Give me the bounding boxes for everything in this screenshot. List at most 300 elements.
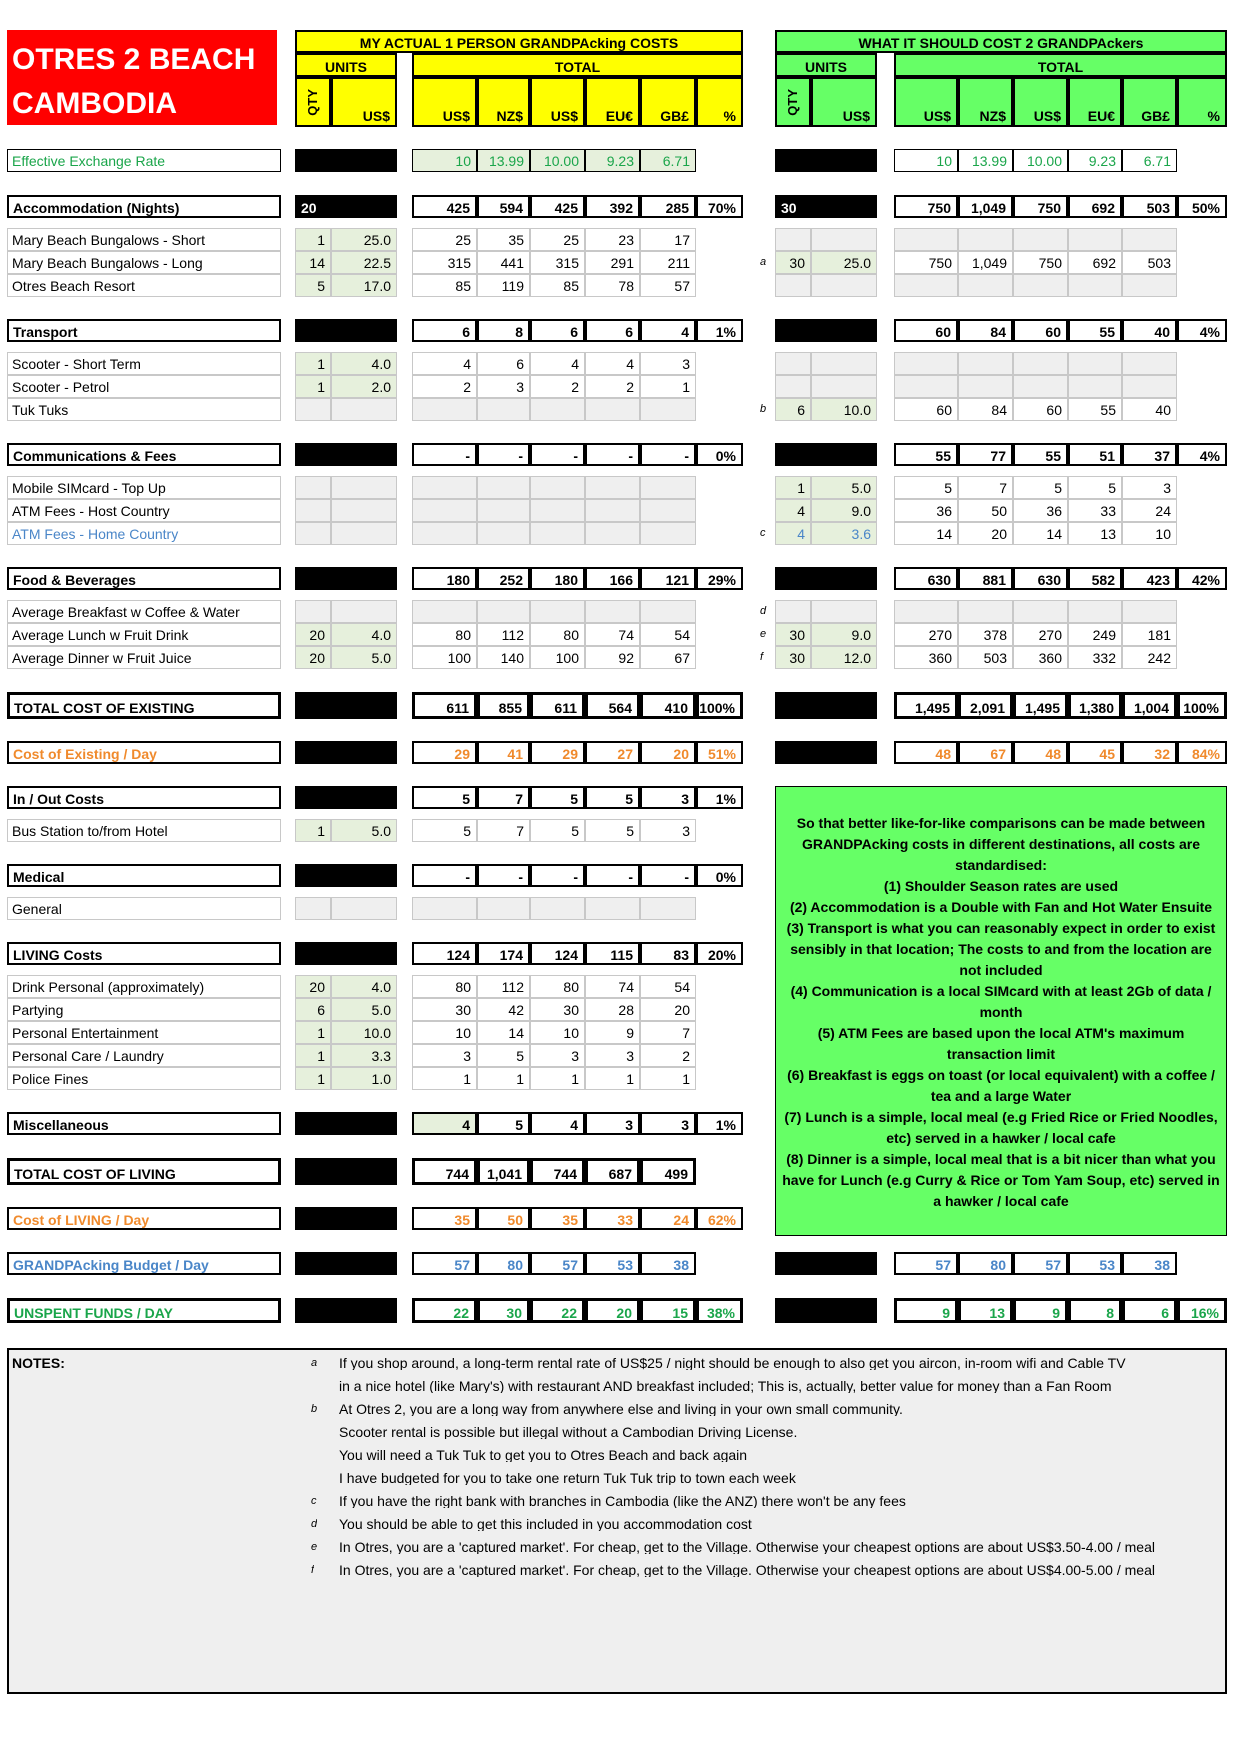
row-qty-actual-mary_short: 1 bbox=[295, 228, 331, 251]
row-qty-actual-scooter_petrol: 1 bbox=[295, 375, 331, 398]
row-total-should-tuk: 55 bbox=[1068, 398, 1122, 421]
exchange-should: 10.00 bbox=[1013, 149, 1068, 172]
section-total-actual-medical: - bbox=[530, 864, 585, 887]
row-label-scooter_petrol: Scooter - Petrol bbox=[7, 375, 281, 398]
section-total-actual-comms: - bbox=[530, 443, 585, 466]
section-total-actual-accommodation: 425 bbox=[412, 195, 477, 218]
row-total-actual-mary_long: 211 bbox=[640, 251, 696, 274]
row-qty-actual-scooter_short: 1 bbox=[295, 352, 331, 375]
row-us-actual-atm_host bbox=[331, 499, 397, 522]
row-qty-should-mary_long: 30 bbox=[775, 251, 811, 274]
row-label-care: Personal Care / Laundry bbox=[7, 1044, 281, 1067]
section-total-should-accommodation: 50% bbox=[1177, 195, 1227, 218]
section-units-actual-living_day bbox=[295, 1207, 397, 1230]
notes-line: If you shop around, a long-term rental rate of US$25 / night should be enough to also get you aircon, in-room wifi and Cable TV bbox=[339, 1356, 1126, 1370]
row-qty-actual-partying: 6 bbox=[295, 998, 331, 1021]
should-col-header: GB£ bbox=[1122, 77, 1177, 127]
section-total-actual-food: 252 bbox=[477, 567, 530, 590]
row-total-actual-breakfast bbox=[530, 600, 585, 623]
section-label-existing_day: Cost of Existing / Day bbox=[7, 741, 281, 764]
should-col-header: EU€ bbox=[1068, 77, 1122, 127]
row-total-actual-drink: 74 bbox=[585, 975, 640, 998]
row-total-should-mary_short bbox=[1122, 228, 1177, 251]
info-item-8: (8) Dinner is a simple, local meal that is a bit nicer than what you have for Lunch (e.g Curry & Rice or Tom Yam Soup, etc) served in a hawker / local cafe bbox=[782, 1151, 1220, 1209]
row-label-dinner: Average Dinner w Fruit Juice bbox=[7, 646, 281, 669]
row-total-should-dinner: 503 bbox=[958, 646, 1013, 669]
row-total-actual-atm_home bbox=[477, 522, 530, 545]
row-total-should-lunch: 270 bbox=[894, 623, 958, 646]
row-qty-actual-lunch: 20 bbox=[295, 623, 331, 646]
row-qty-should-scooter_petrol bbox=[775, 375, 811, 398]
section-units-should-food bbox=[775, 567, 877, 590]
exchange-actual: 13.99 bbox=[477, 149, 530, 172]
section-total-actual-budget_day: 38 bbox=[640, 1252, 696, 1275]
row-total-should-mary_long: 750 bbox=[1013, 251, 1068, 274]
row-total-actual-scooter_short: 6 bbox=[477, 352, 530, 375]
row-total-actual-simcard bbox=[530, 476, 585, 499]
section-label-misc: Miscellaneous bbox=[7, 1112, 281, 1135]
row-us-should-simcard: 5.0 bbox=[811, 476, 877, 499]
row-total-actual-scooter_short: 3 bbox=[640, 352, 696, 375]
section-units-actual-total_existing bbox=[295, 692, 397, 719]
section-total-actual-unspent: 30 bbox=[477, 1298, 530, 1323]
section-total-should-total_existing: 2,091 bbox=[958, 692, 1013, 719]
row-note-letter-tuk: b bbox=[760, 404, 767, 415]
row-total-should-tuk: 40 bbox=[1122, 398, 1177, 421]
section-total-actual-accommodation: 594 bbox=[477, 195, 530, 218]
row-qty-should-breakfast bbox=[775, 600, 811, 623]
row-us-actual-scooter_petrol: 2.0 bbox=[331, 375, 397, 398]
section-total-should-food: 42% bbox=[1177, 567, 1227, 590]
row-total-actual-scooter_petrol: 2 bbox=[412, 375, 477, 398]
row-total-should-tuk: 60 bbox=[1013, 398, 1068, 421]
should-col-header: NZ$ bbox=[958, 77, 1013, 127]
section-total-should-food: 630 bbox=[894, 567, 958, 590]
actual-col-header: EU€ bbox=[585, 77, 640, 127]
row-qty-should-otres_resort bbox=[775, 274, 811, 297]
section-total-should-transport: 4% bbox=[1177, 319, 1227, 342]
section-total-actual-inout: 1% bbox=[696, 786, 743, 809]
row-total-should-lunch: 270 bbox=[1013, 623, 1068, 646]
row-total-should-mary_short bbox=[894, 228, 958, 251]
section-total-actual-total_living: 744 bbox=[412, 1158, 477, 1185]
row-total-actual-scooter_petrol: 3 bbox=[477, 375, 530, 398]
row-label-lunch: Average Lunch w Fruit Drink bbox=[7, 623, 281, 646]
row-total-should-atm_home: 14 bbox=[1013, 522, 1068, 545]
should-col-header: US$ bbox=[1013, 77, 1068, 127]
should-header-title: WHAT IT SHOULD COST 2 GRANDPAckers bbox=[775, 30, 1227, 53]
exchange-actual: 9.23 bbox=[585, 149, 640, 172]
row-total-actual-mary_short: 25 bbox=[412, 228, 477, 251]
section-total-should-unspent: 9 bbox=[894, 1298, 958, 1323]
row-total-actual-police: 1 bbox=[585, 1067, 640, 1090]
row-total-should-atm_host: 33 bbox=[1068, 499, 1122, 522]
row-qty-actual-general bbox=[295, 897, 331, 920]
row-qty-should-atm_home: 4 bbox=[775, 522, 811, 545]
row-total-actual-bus: 5 bbox=[585, 819, 640, 842]
row-qty-actual-bus: 1 bbox=[295, 819, 331, 842]
row-total-should-otres_resort bbox=[1122, 274, 1177, 297]
section-total-should-budget_day: 80 bbox=[958, 1252, 1013, 1275]
row-us-actual-lunch: 4.0 bbox=[331, 623, 397, 646]
section-total-actual-total_living: 499 bbox=[640, 1158, 696, 1185]
row-total-actual-bus: 5 bbox=[412, 819, 477, 842]
row-note-letter-mary_long: a bbox=[760, 257, 767, 268]
row-total-actual-breakfast bbox=[412, 600, 477, 623]
row-total-actual-atm_host bbox=[585, 499, 640, 522]
exchange-units-actual bbox=[295, 149, 397, 172]
row-qty-actual-mary_long: 14 bbox=[295, 251, 331, 274]
exchange-should: 6.71 bbox=[1122, 149, 1177, 172]
row-total-actual-scooter_short: 4 bbox=[585, 352, 640, 375]
row-total-should-dinner: 242 bbox=[1122, 646, 1177, 669]
row-label-entertainment: Personal Entertainment bbox=[7, 1021, 281, 1044]
row-total-actual-lunch: 112 bbox=[477, 623, 530, 646]
row-us-actual-tuk bbox=[331, 398, 397, 421]
row-total-actual-otres_resort: 85 bbox=[530, 274, 585, 297]
section-label-accommodation: Accommodation (Nights) bbox=[7, 195, 281, 218]
row-us-should-dinner: 12.0 bbox=[811, 646, 877, 669]
section-total-actual-living_day: 35 bbox=[412, 1207, 477, 1230]
section-total-should-budget_day: 57 bbox=[894, 1252, 958, 1275]
row-total-should-scooter_short bbox=[894, 352, 958, 375]
row-total-should-atm_host: 36 bbox=[1013, 499, 1068, 522]
row-qty-actual-simcard bbox=[295, 476, 331, 499]
row-total-should-mary_long: 1,049 bbox=[958, 251, 1013, 274]
section-total-should-transport: 40 bbox=[1122, 319, 1177, 342]
section-units-should-total_existing bbox=[775, 692, 877, 719]
section-total-actual-comms: - bbox=[412, 443, 477, 466]
row-total-actual-drink: 80 bbox=[530, 975, 585, 998]
row-total-should-scooter_short bbox=[1068, 352, 1122, 375]
row-us-actual-mary_short: 25.0 bbox=[331, 228, 397, 251]
exchange-should: 9.23 bbox=[1068, 149, 1122, 172]
should-qty-header bbox=[775, 77, 811, 127]
section-total-should-comms: 77 bbox=[958, 443, 1013, 466]
row-total-actual-atm_home bbox=[585, 522, 640, 545]
notes-line: In Otres, you are a 'captured market'. For cheap, get to the Village. Otherwise your cheapest options are about US$4.00-5.00 / meal bbox=[339, 1563, 1155, 1577]
info-item-5: (5) ATM Fees are based upon the local ATM's maximum transaction limit bbox=[817, 1025, 1185, 1062]
row-us-should-otres_resort bbox=[811, 274, 877, 297]
section-total-should-comms: 37 bbox=[1122, 443, 1177, 466]
row-total-should-mary_long: 503 bbox=[1122, 251, 1177, 274]
section-units-actual-total_living bbox=[295, 1158, 397, 1185]
actual-us-header: US$ bbox=[331, 77, 397, 127]
section-total-actual-living_day: 62% bbox=[696, 1207, 743, 1230]
row-total-actual-simcard bbox=[640, 476, 696, 499]
section-units-actual-comms bbox=[295, 443, 397, 466]
row-note-letter-lunch: e bbox=[760, 629, 767, 640]
row-label-mary_short: Mary Beach Bungalows - Short bbox=[7, 228, 281, 251]
actual-col-header: NZ$ bbox=[477, 77, 530, 127]
section-total-actual-budget_day: 53 bbox=[585, 1252, 640, 1275]
notes-label: NOTES: bbox=[12, 1355, 65, 1371]
row-us-actual-otres_resort: 17.0 bbox=[331, 274, 397, 297]
row-total-should-scooter_short bbox=[1122, 352, 1177, 375]
row-total-actual-atm_host bbox=[640, 499, 696, 522]
section-total-actual-existing_day: 41 bbox=[477, 741, 530, 764]
section-total-should-accommodation: 692 bbox=[1068, 195, 1122, 218]
section-total-should-comms: 55 bbox=[894, 443, 958, 466]
section-units-actual-misc bbox=[295, 1112, 397, 1135]
row-total-actual-scooter_short: 4 bbox=[530, 352, 585, 375]
row-us-should-mary_long: 25.0 bbox=[811, 251, 877, 274]
section-label-living_day: Cost of LIVING / Day bbox=[7, 1207, 281, 1230]
row-total-actual-breakfast bbox=[585, 600, 640, 623]
row-qty-actual-atm_home bbox=[295, 522, 331, 545]
section-total-actual-food: 121 bbox=[640, 567, 696, 590]
info-item-3: (3) Transport is what you can reasonably expect in order to exist sensibly in that location; The costs to and from the location are not included bbox=[786, 920, 1216, 978]
section-label-total_living: TOTAL COST OF LIVING bbox=[7, 1158, 281, 1185]
section-total-actual-accommodation: 285 bbox=[640, 195, 696, 218]
section-total-should-existing_day: 45 bbox=[1068, 741, 1122, 764]
row-us-actual-atm_home bbox=[331, 522, 397, 545]
section-units-actual-inout bbox=[295, 786, 397, 809]
row-total-actual-care: 3 bbox=[585, 1044, 640, 1067]
row-label-scooter_short: Scooter - Short Term bbox=[7, 352, 281, 375]
section-total-actual-misc: 3 bbox=[585, 1112, 640, 1135]
row-total-actual-mary_short: 17 bbox=[640, 228, 696, 251]
row-label-atm_home: ATM Fees - Home Country bbox=[7, 522, 281, 545]
row-us-actual-scooter_short: 4.0 bbox=[331, 352, 397, 375]
row-total-actual-bus: 7 bbox=[477, 819, 530, 842]
section-label-comms: Communications & Fees bbox=[7, 443, 281, 466]
row-total-actual-atm_host bbox=[412, 499, 477, 522]
section-total-actual-total_existing: 100% bbox=[696, 692, 743, 719]
exchange-actual: 10 bbox=[412, 149, 477, 172]
exchange-should: 13.99 bbox=[958, 149, 1013, 172]
section-total-should-comms: 55 bbox=[1013, 443, 1068, 466]
row-total-actual-partying: 42 bbox=[477, 998, 530, 1021]
row-total-actual-mary_long: 315 bbox=[412, 251, 477, 274]
row-total-should-atm_home: 13 bbox=[1068, 522, 1122, 545]
section-total-actual-total_existing: 855 bbox=[477, 692, 530, 719]
section-total-should-food: 582 bbox=[1068, 567, 1122, 590]
row-total-actual-lunch: 80 bbox=[412, 623, 477, 646]
section-total-actual-living: 124 bbox=[412, 942, 477, 965]
row-us-should-scooter_petrol bbox=[811, 375, 877, 398]
row-qty-should-mary_short bbox=[775, 228, 811, 251]
section-total-should-unspent: 16% bbox=[1177, 1298, 1227, 1323]
row-label-partying: Partying bbox=[7, 998, 281, 1021]
row-qty-actual-care: 1 bbox=[295, 1044, 331, 1067]
section-total-actual-living_day: 35 bbox=[530, 1207, 585, 1230]
section-total-should-accommodation: 1,049 bbox=[958, 195, 1013, 218]
row-us-should-breakfast bbox=[811, 600, 877, 623]
notes-line: If you have the right bank with branches in Cambodia (like the ANZ) there won't be any fees bbox=[339, 1494, 906, 1508]
section-total-actual-unspent: 22 bbox=[412, 1298, 477, 1323]
section-total-actual-total_living: 687 bbox=[585, 1158, 640, 1185]
section-total-actual-comms: - bbox=[585, 443, 640, 466]
actual-col-header: GB£ bbox=[640, 77, 696, 127]
row-total-should-otres_resort bbox=[894, 274, 958, 297]
row-total-should-breakfast bbox=[958, 600, 1013, 623]
row-total-actual-scooter_short: 4 bbox=[412, 352, 477, 375]
row-total-actual-mary_long: 291 bbox=[585, 251, 640, 274]
row-total-actual-partying: 28 bbox=[585, 998, 640, 1021]
section-total-actual-total_living: 744 bbox=[530, 1158, 585, 1185]
actual-units-label: UNITS bbox=[295, 53, 397, 77]
section-units-should-budget_day bbox=[775, 1252, 877, 1275]
row-total-actual-general bbox=[585, 897, 640, 920]
section-total-should-unspent: 13 bbox=[958, 1298, 1013, 1323]
section-total-actual-medical: - bbox=[585, 864, 640, 887]
section-total-actual-transport: 1% bbox=[696, 319, 743, 342]
row-label-otres_resort: Otres Beach Resort bbox=[7, 274, 281, 297]
section-total-should-unspent: 6 bbox=[1122, 1298, 1177, 1323]
section-label-medical: Medical bbox=[7, 864, 281, 887]
row-total-should-mary_long: 750 bbox=[894, 251, 958, 274]
section-total-actual-total_living: 1,041 bbox=[477, 1158, 530, 1185]
section-total-actual-unspent: 38% bbox=[696, 1298, 743, 1323]
row-total-actual-entertainment: 7 bbox=[640, 1021, 696, 1044]
row-total-should-scooter_short bbox=[1013, 352, 1068, 375]
row-label-bus: Bus Station to/from Hotel bbox=[7, 819, 281, 842]
row-total-actual-entertainment: 10 bbox=[412, 1021, 477, 1044]
row-label-mary_long: Mary Beach Bungalows - Long bbox=[7, 251, 281, 274]
exchange-should: 10 bbox=[894, 149, 958, 172]
row-qty-actual-otres_resort: 5 bbox=[295, 274, 331, 297]
row-total-should-atm_host: 24 bbox=[1122, 499, 1177, 522]
section-total-should-comms: 4% bbox=[1177, 443, 1227, 466]
info-intro: So that better like-for-like comparisons can be made between GRANDPAcking costs in different destinations, all costs are standardised: bbox=[796, 815, 1206, 873]
notes-line: Scooter rental is possible but illegal without a Cambodian Driving License. bbox=[339, 1425, 798, 1439]
section-total-actual-transport: 6 bbox=[530, 319, 585, 342]
row-us-actual-simcard bbox=[331, 476, 397, 499]
section-total-should-budget_day: 57 bbox=[1013, 1252, 1068, 1275]
section-units-actual-accommodation: 20 bbox=[295, 195, 397, 218]
row-qty-actual-entertainment: 1 bbox=[295, 1021, 331, 1044]
exchange-actual: 10.00 bbox=[530, 149, 585, 172]
section-total-should-food: 881 bbox=[958, 567, 1013, 590]
row-us-actual-entertainment: 10.0 bbox=[331, 1021, 397, 1044]
notes-line: I have budgeted for you to take one return Tuk Tuk trip to town each week bbox=[339, 1471, 796, 1485]
section-total-actual-budget_day: 57 bbox=[530, 1252, 585, 1275]
row-total-should-mary_short bbox=[1013, 228, 1068, 251]
row-label-general: General bbox=[7, 897, 281, 920]
section-total-actual-living: 115 bbox=[585, 942, 640, 965]
row-total-actual-otres_resort: 119 bbox=[477, 274, 530, 297]
section-total-should-accommodation: 750 bbox=[894, 195, 958, 218]
section-total-actual-total_existing: 564 bbox=[585, 692, 640, 719]
row-total-actual-bus: 5 bbox=[530, 819, 585, 842]
row-total-should-scooter_petrol bbox=[894, 375, 958, 398]
row-note-letter-dinner: f bbox=[760, 652, 764, 663]
section-total-actual-misc: 4 bbox=[530, 1112, 585, 1135]
row-total-should-breakfast bbox=[1122, 600, 1177, 623]
row-qty-should-dinner: 30 bbox=[775, 646, 811, 669]
row-total-actual-drink: 80 bbox=[412, 975, 477, 998]
section-units-actual-food bbox=[295, 567, 397, 590]
section-total-actual-transport: 4 bbox=[640, 319, 696, 342]
row-total-actual-otres_resort: 85 bbox=[412, 274, 477, 297]
section-total-actual-misc: 5 bbox=[477, 1112, 530, 1135]
row-total-actual-police: 1 bbox=[640, 1067, 696, 1090]
row-us-actual-bus: 5.0 bbox=[331, 819, 397, 842]
section-total-should-existing_day: 67 bbox=[958, 741, 1013, 764]
row-total-actual-general bbox=[477, 897, 530, 920]
section-total-actual-unspent: 20 bbox=[585, 1298, 640, 1323]
notes-letter: b bbox=[311, 1404, 318, 1415]
row-total-actual-entertainment: 14 bbox=[477, 1021, 530, 1044]
info-box bbox=[775, 786, 1227, 1236]
section-total-should-existing_day: 84% bbox=[1177, 741, 1227, 764]
section-label-inout: In / Out Costs bbox=[7, 786, 281, 809]
row-total-actual-dinner: 140 bbox=[477, 646, 530, 669]
row-total-actual-drink: 54 bbox=[640, 975, 696, 998]
section-total-actual-budget_day: 80 bbox=[477, 1252, 530, 1275]
row-total-actual-partying: 30 bbox=[530, 998, 585, 1021]
row-total-should-atm_home: 10 bbox=[1122, 522, 1177, 545]
section-units-actual-transport bbox=[295, 319, 397, 342]
section-total-actual-food: 180 bbox=[530, 567, 585, 590]
row-label-police: Police Fines bbox=[7, 1067, 281, 1090]
section-total-actual-unspent: 15 bbox=[640, 1298, 696, 1323]
row-total-actual-dinner: 100 bbox=[412, 646, 477, 669]
row-total-actual-police: 1 bbox=[477, 1067, 530, 1090]
row-total-should-simcard: 5 bbox=[1013, 476, 1068, 499]
row-qty-should-tuk: 6 bbox=[775, 398, 811, 421]
section-total-actual-food: 29% bbox=[696, 567, 743, 590]
row-total-actual-scooter_petrol: 2 bbox=[585, 375, 640, 398]
section-total-actual-unspent: 22 bbox=[530, 1298, 585, 1323]
row-total-actual-entertainment: 10 bbox=[530, 1021, 585, 1044]
should-col-header: US$ bbox=[894, 77, 958, 127]
row-total-actual-care: 3 bbox=[530, 1044, 585, 1067]
section-total-should-existing_day: 32 bbox=[1122, 741, 1177, 764]
row-label-drink: Drink Personal (approximately) bbox=[7, 975, 281, 998]
section-total-should-total_existing: 1,495 bbox=[894, 692, 958, 719]
section-total-actual-medical: - bbox=[477, 864, 530, 887]
row-label-simcard: Mobile SIMcard - Top Up bbox=[7, 476, 281, 499]
row-total-actual-atm_home bbox=[412, 522, 477, 545]
section-total-should-food: 630 bbox=[1013, 567, 1068, 590]
notes-line: You should be able to get this included in you accommodation cost bbox=[339, 1517, 752, 1531]
section-label-unspent: UNSPENT FUNDS / DAY bbox=[7, 1298, 281, 1323]
row-total-actual-scooter_petrol: 2 bbox=[530, 375, 585, 398]
section-total-actual-medical: 0% bbox=[696, 864, 743, 887]
row-total-actual-mary_short: 35 bbox=[477, 228, 530, 251]
section-total-actual-total_existing: 611 bbox=[412, 692, 477, 719]
notes-line: in a nice hotel (like Mary's) with restaurant AND breakfast included; This is, actually, better value for money than a Fan Room bbox=[339, 1379, 1112, 1393]
exchange-actual: 6.71 bbox=[640, 149, 696, 172]
row-total-actual-tuk bbox=[412, 398, 477, 421]
row-us-should-atm_home: 3.6 bbox=[811, 522, 877, 545]
row-total-actual-lunch: 74 bbox=[585, 623, 640, 646]
info-item-1: (1) Shoulder Season rates are used bbox=[883, 878, 1119, 894]
should-us-header: US$ bbox=[811, 77, 877, 127]
row-total-actual-atm_home bbox=[530, 522, 585, 545]
actual-col-header: US$ bbox=[412, 77, 477, 127]
section-total-actual-inout: 3 bbox=[640, 786, 696, 809]
row-total-should-mary_short bbox=[958, 228, 1013, 251]
row-total-should-atm_home: 20 bbox=[958, 522, 1013, 545]
row-total-should-lunch: 181 bbox=[1122, 623, 1177, 646]
row-total-should-scooter_short bbox=[958, 352, 1013, 375]
row-total-should-simcard: 5 bbox=[894, 476, 958, 499]
section-total-actual-living_day: 33 bbox=[585, 1207, 640, 1230]
row-total-actual-mary_short: 25 bbox=[530, 228, 585, 251]
row-total-actual-tuk bbox=[585, 398, 640, 421]
row-note-letter-breakfast: d bbox=[760, 606, 767, 617]
actual-col-header: % bbox=[696, 77, 743, 127]
row-total-should-dinner: 332 bbox=[1068, 646, 1122, 669]
notes-letter: f bbox=[311, 1565, 315, 1576]
row-us-actual-police: 1.0 bbox=[331, 1067, 397, 1090]
row-us-actual-mary_long: 22.5 bbox=[331, 251, 397, 274]
row-total-actual-breakfast bbox=[477, 600, 530, 623]
row-total-actual-atm_host bbox=[477, 499, 530, 522]
